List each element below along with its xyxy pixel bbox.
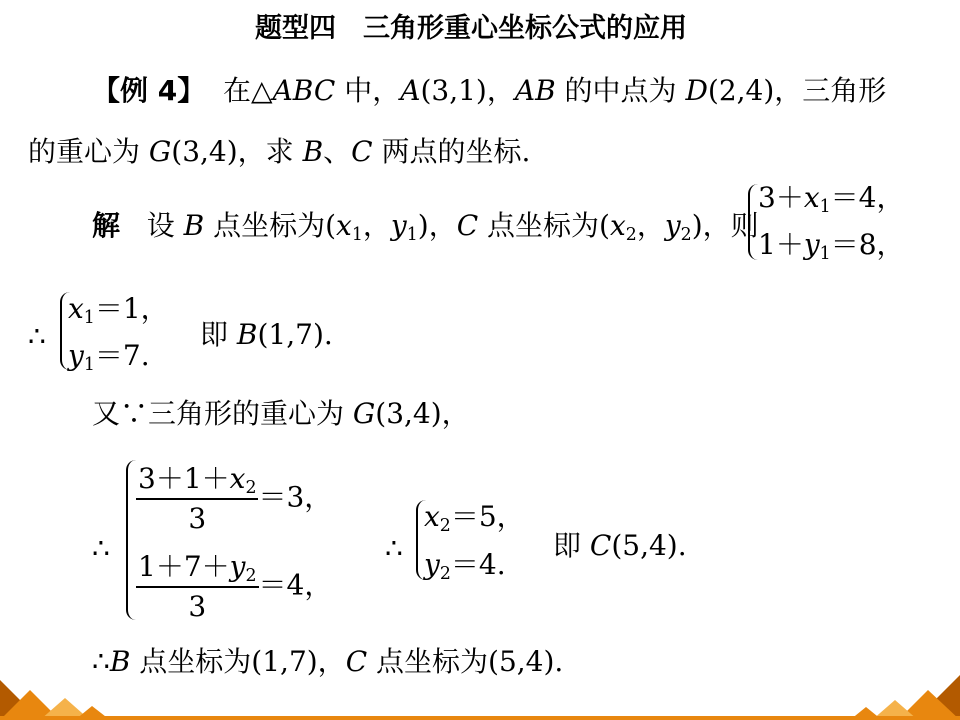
- system2-eq2-fraction: $\frac{1+7+y_2}{3}$: [138, 550, 257, 623]
- result2-eq1: $x_2=5$，: [424, 500, 525, 537]
- therefore-1: ∴: [28, 320, 46, 353]
- bottom-rule: [0, 716, 960, 720]
- problem-line-2: 的重心为 G(3,4)，求 B、C 两点的坐标.: [28, 135, 531, 168]
- corner-decoration-left: [0, 660, 120, 720]
- result1-conclusion: 即 B(1,7).: [200, 318, 333, 351]
- system2-eq1: $\frac{3+1+x_2}{3}$ ＝3，: [136, 460, 332, 538]
- system2-eq2: $\frac{1+7+y_2}{3}$ ＝4，: [136, 548, 332, 626]
- problem-text-1: 在△ABC 中，A(3,1)，AB 的中点为 D(2,4)，三角形: [214, 74, 887, 107]
- final-line: ∴B 点坐标为(1,7)，C 点坐标为(5,4).: [92, 645, 564, 678]
- solution-label: 解: [92, 209, 121, 242]
- system1-eq1: $3+x_1=4$，: [758, 181, 905, 218]
- result1-eq1: $x_1=1$，: [68, 292, 169, 329]
- because-line: 又∵三角形的重心为 G(3,4)，: [92, 397, 470, 430]
- result1-eq2: $y_1=7$.: [68, 339, 150, 376]
- solution-line: 解 设 B 点坐标为($x_1$，$y_1$)，C 点坐标为($x_2$，$y_2$)，则: [92, 209, 759, 246]
- therefore-2: ∴: [92, 532, 110, 565]
- system2-eq1-fraction: $\frac{3+1+x_2}{3}$: [138, 462, 257, 535]
- result2-eq2: $y_2=4$.: [424, 548, 506, 585]
- corner-decoration-right: [840, 660, 960, 720]
- page-title: 题型四 三角形重心坐标公式的应用: [255, 13, 687, 44]
- example-label: 【例 4】: [92, 74, 206, 107]
- problem-line-1: [92, 72, 886, 110]
- result2-conclusion: 即 C(5,4).: [553, 529, 687, 562]
- system1-eq2: $1+y_1=8$，: [758, 228, 905, 265]
- therefore-3: ∴: [385, 532, 403, 565]
